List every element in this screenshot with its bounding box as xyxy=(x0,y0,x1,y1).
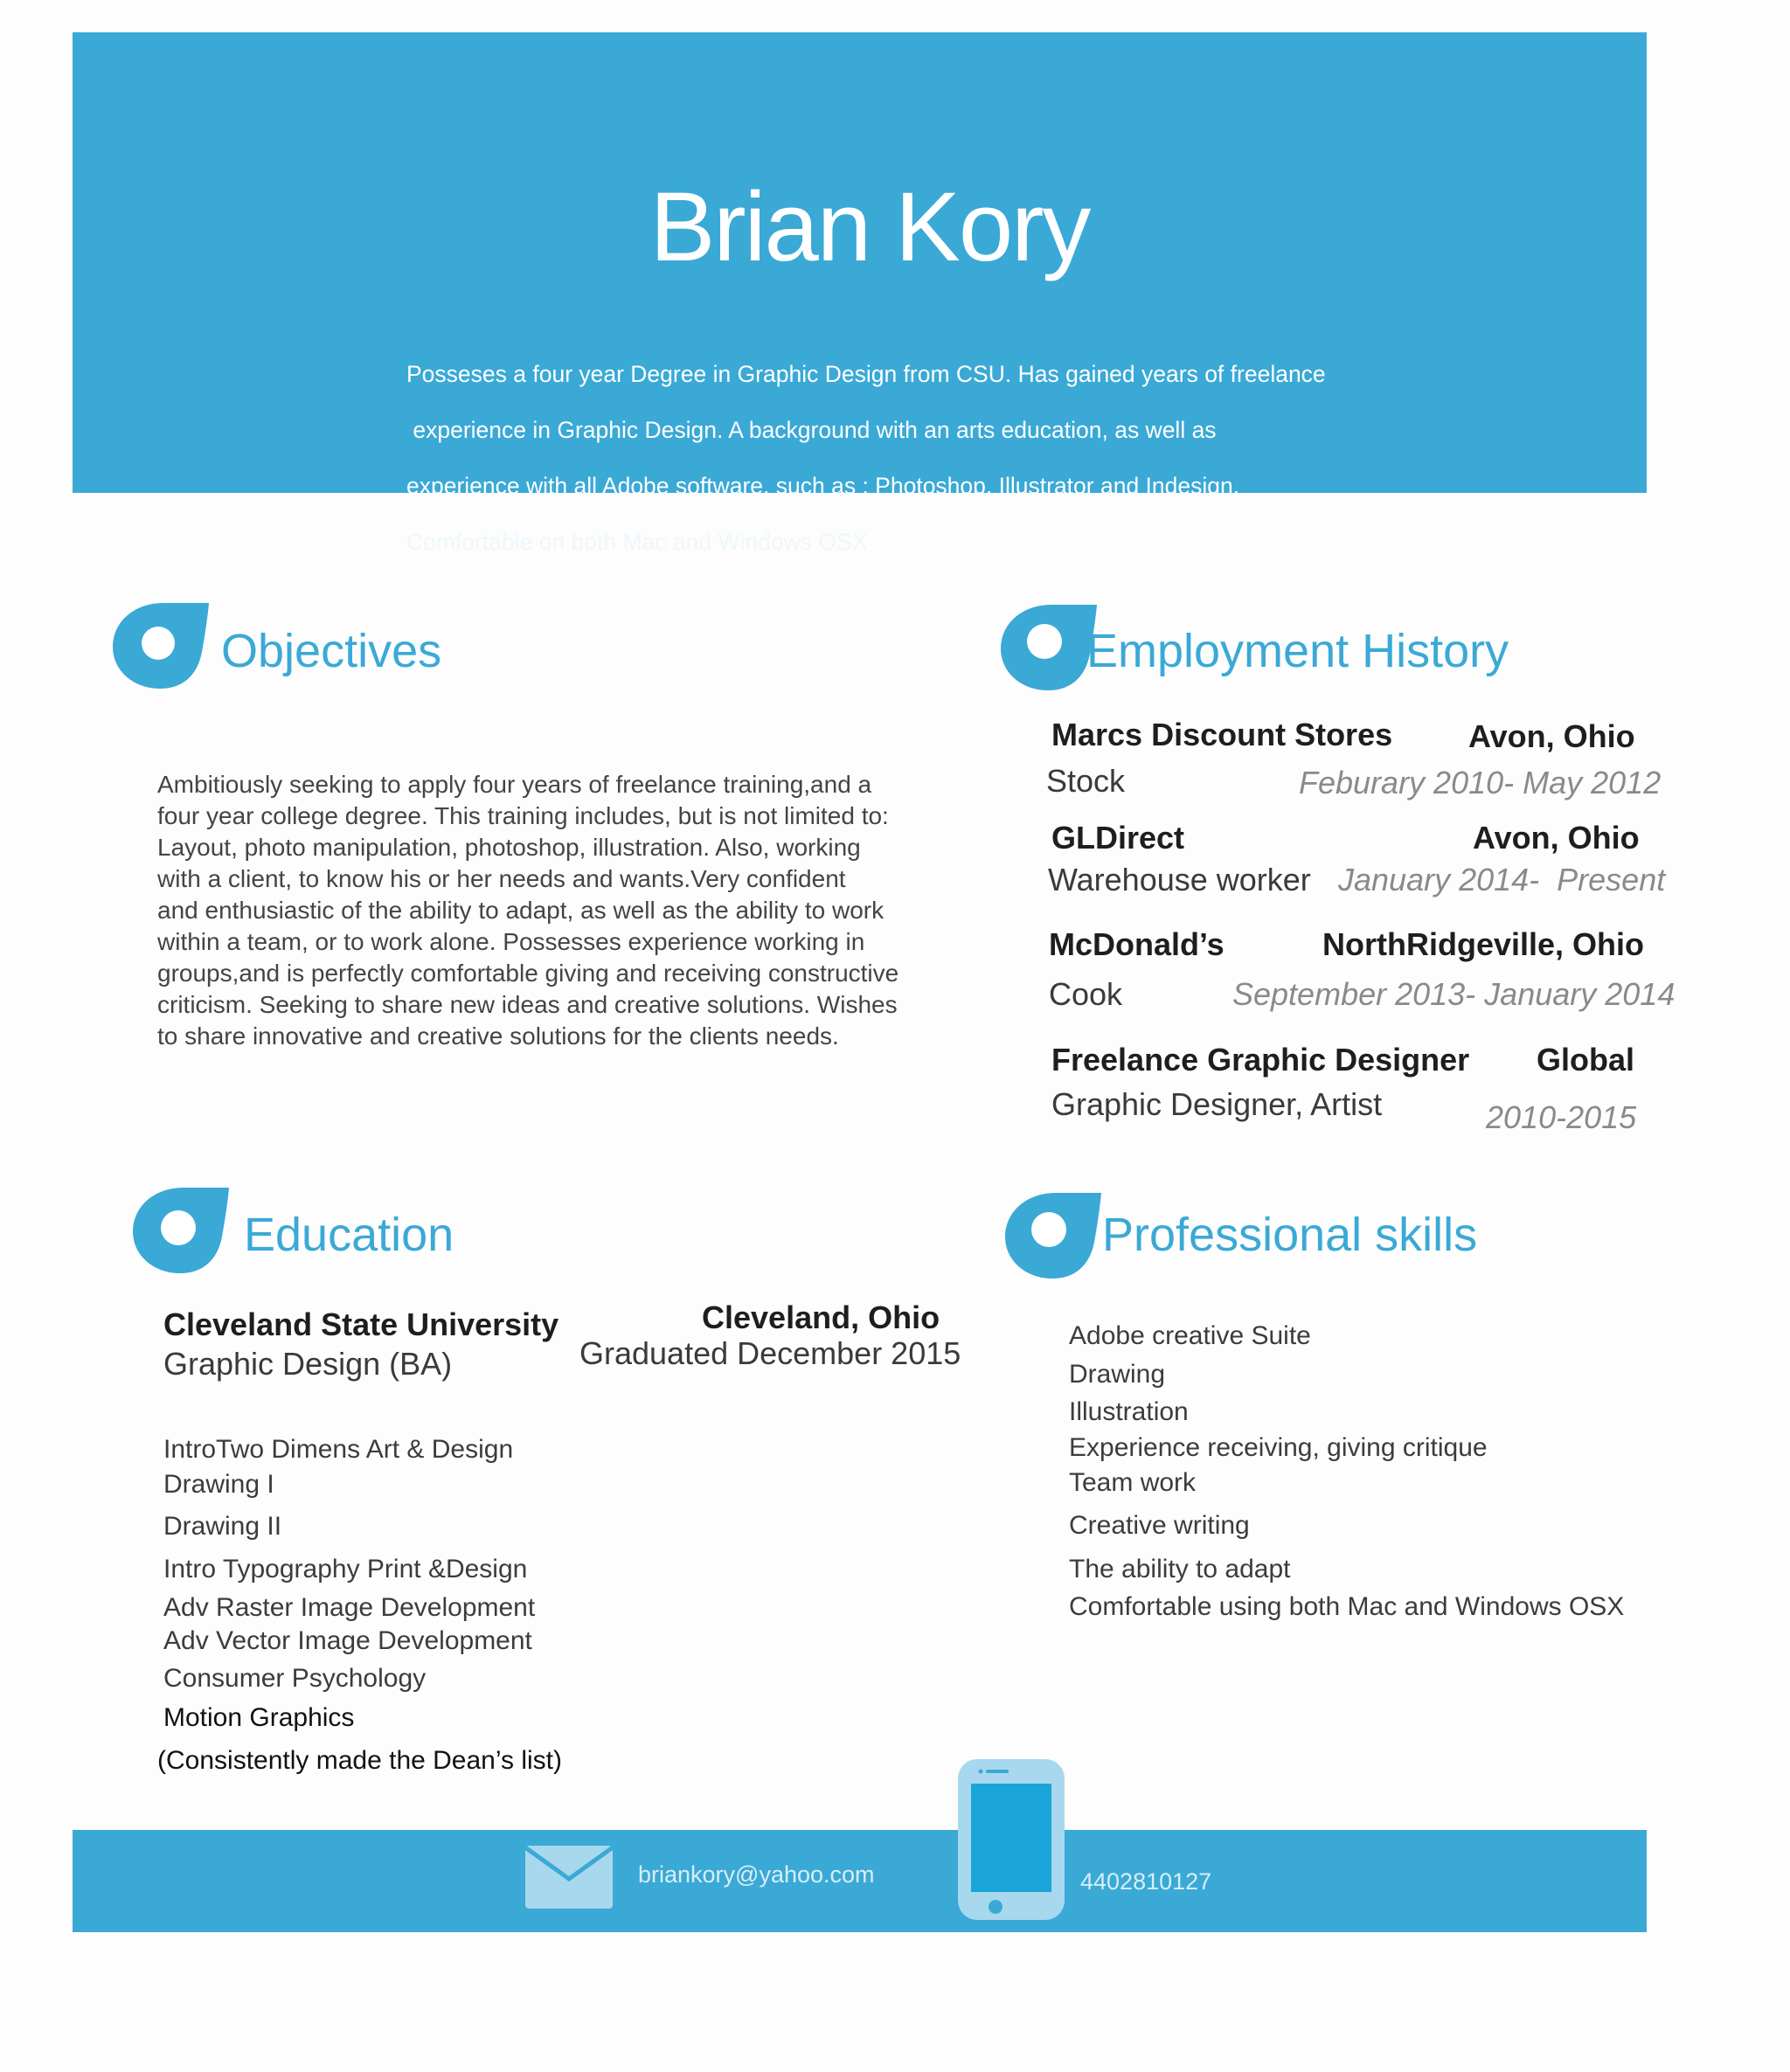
objectives-text xyxy=(157,769,944,1052)
course-item: IntroTwo Dimens Art & Design xyxy=(163,1435,514,1464)
job-location: Avon, Ohio xyxy=(1468,718,1635,754)
summary-line: experience in Graphic Design. A background with an arts education, as well as xyxy=(406,417,1217,443)
course-item: Consumer Psychology xyxy=(163,1664,427,1693)
skill-item: Adobe creative Suite xyxy=(1069,1321,1311,1350)
objectives-line: to share innovative and creative solutions for the clients needs. xyxy=(157,1022,839,1050)
school-location: Cleveland, Ohio xyxy=(702,1299,940,1335)
envelope-icon xyxy=(524,1844,614,1910)
degree: Graphic Design (BA) xyxy=(163,1346,453,1382)
drop-bullet-icon xyxy=(111,601,212,689)
job-location: Avon, Ohio xyxy=(1473,820,1640,856)
deans-list-note: (Consistently made the Dean’s list) xyxy=(157,1746,562,1775)
job-location: NorthRidgeville, Ohio xyxy=(1322,926,1645,962)
job-dates: September 2013- January 2014 xyxy=(1232,976,1676,1012)
skill-item: Drawing xyxy=(1069,1360,1166,1389)
job-dates: Feburary 2010- May 2012 xyxy=(1299,765,1662,800)
objectives-line: Ambitiously seeking to apply four years of freelance training,and a xyxy=(157,771,872,798)
drop-bullet-icon xyxy=(999,603,1100,690)
objectives-line: and enthusiastic of the ability to adapt, as well as the ability to work xyxy=(157,897,885,924)
course-item: Intro Typography Print &Design xyxy=(163,1555,528,1583)
job-role: Stock xyxy=(1046,763,1126,799)
mobile-phone-icon xyxy=(956,1757,1066,1922)
objectives-title: Objectives xyxy=(221,625,442,677)
course-item: Drawing I xyxy=(163,1470,274,1499)
job-company: Marcs Discount Stores xyxy=(1051,717,1393,752)
drop-bullet-icon xyxy=(131,1186,232,1273)
job-role: Graphic Designer, Artist xyxy=(1051,1086,1383,1122)
education-title: Education xyxy=(244,1209,454,1261)
job-company: McDonald’s xyxy=(1049,926,1225,962)
job-role: Warehouse worker xyxy=(1048,862,1311,897)
email-address[interactable]: briankory@yahoo.com xyxy=(638,1861,875,1888)
graduation-date: Graduated December 2015 xyxy=(579,1335,961,1371)
course-item: Motion Graphics xyxy=(163,1703,355,1732)
job-role: Cook xyxy=(1049,976,1123,1012)
skill-item: Team work xyxy=(1069,1468,1197,1497)
objectives-line: Layout, photo manipulation, photoshop, illustration. Also, working xyxy=(157,834,861,861)
phone-number[interactable]: 4402810127 xyxy=(1080,1868,1212,1895)
summary-line: experience with all Adobe software, such as : Photoshop, Illustrator and Indesign. xyxy=(406,473,1240,499)
objectives-line: criticism. Seeking to share new ideas and creative solutions. Wishes xyxy=(157,991,898,1018)
skill-item: Comfortable using both Mac and Windows OSX xyxy=(1069,1592,1625,1621)
course-item: Adv Vector Image Development xyxy=(163,1626,532,1655)
skills-title: Professional skills xyxy=(1102,1209,1478,1261)
summary-line: Comfortable on both Mac and Windows OSX xyxy=(406,529,868,555)
candidate-name: Brian Kory xyxy=(649,172,1090,281)
objectives-line: with a client, to know his or her needs and wants.Very confident xyxy=(157,865,846,892)
job-dates: 2010-2015 xyxy=(1486,1099,1637,1135)
course-item: Adv Raster Image Development xyxy=(163,1593,536,1622)
skill-item: Illustration xyxy=(1069,1397,1189,1426)
objectives-line: four year college degree. This training includes, but is not limited to: xyxy=(157,802,889,829)
skill-item: Experience receiving, giving critique xyxy=(1069,1433,1488,1462)
school-name: Cleveland State University xyxy=(163,1306,559,1342)
objectives-line: within a team, or to work alone. Possesses experience working in xyxy=(157,928,865,955)
job-company: Freelance Graphic Designer xyxy=(1051,1042,1470,1078)
employment-title: Employment History xyxy=(1086,625,1509,677)
summary-line: Posseses a four year Degree in Graphic Design from CSU. Has gained years of freelance xyxy=(406,361,1326,387)
job-location: Global xyxy=(1537,1042,1635,1078)
course-item: Drawing II xyxy=(163,1512,282,1541)
job-dates: January 2014- Present xyxy=(1338,862,1666,897)
objectives-line: groups,and is perfectly comfortable giving and receiving constructive xyxy=(157,960,899,987)
skill-item: The ability to adapt xyxy=(1069,1555,1291,1583)
job-company: GLDirect xyxy=(1051,820,1185,856)
skill-item: Creative writing xyxy=(1069,1511,1250,1540)
drop-bullet-icon xyxy=(1003,1191,1105,1279)
summary xyxy=(406,332,1455,584)
